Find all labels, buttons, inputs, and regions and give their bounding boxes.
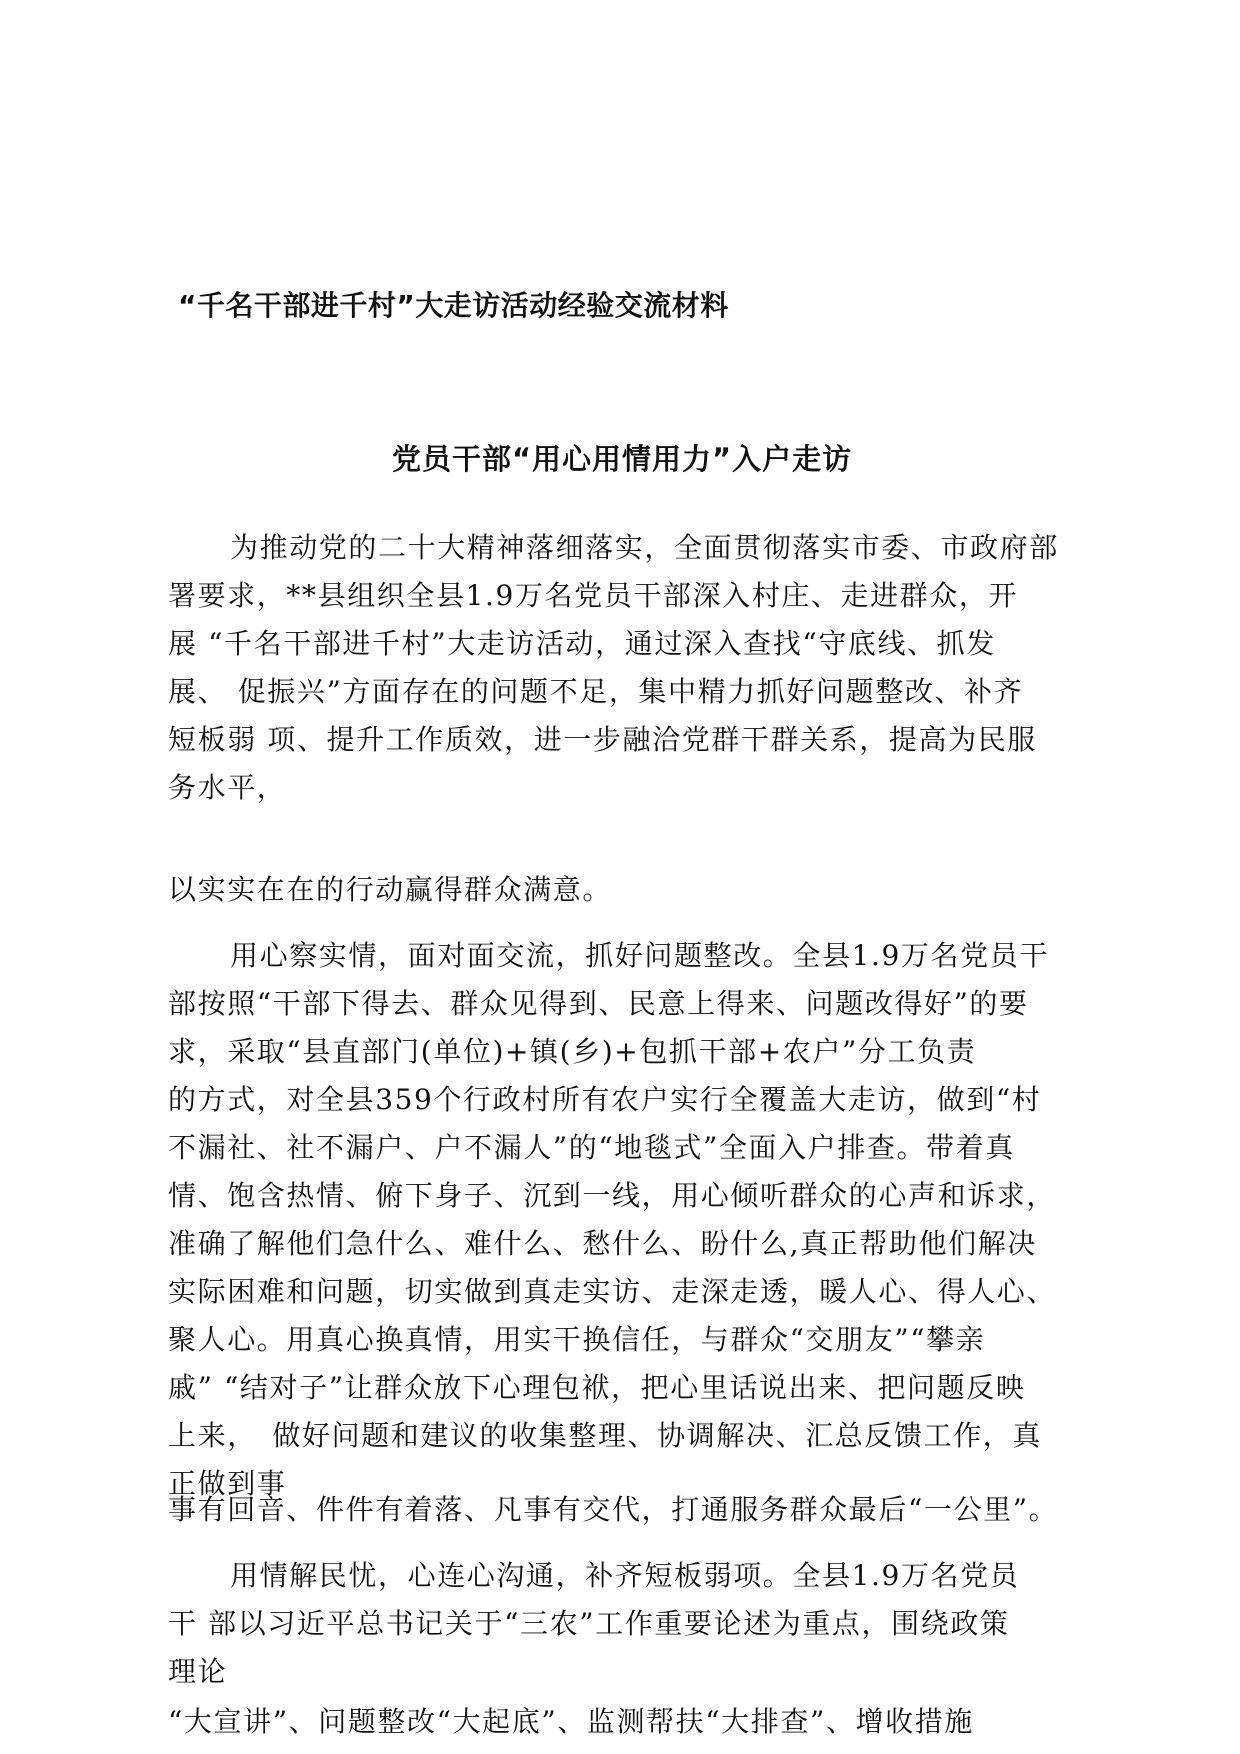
text-line: 务水平， bbox=[168, 771, 287, 804]
document-subtitle: 党员干部“用心用情用力”入户走访 bbox=[392, 442, 853, 476]
paragraph-first-point-continued bbox=[168, 1486, 1088, 1534]
text-line: 准确了解他们急什么、难什么、愁什么、盼什么,真正帮助他们解决 bbox=[168, 1227, 1037, 1260]
paragraph-second-point-continued bbox=[168, 1698, 1088, 1746]
text-line: 用心察实情，面对面交流，抓好问题整改。全县1.9万名党员干 bbox=[230, 939, 1049, 972]
text-line: 正做到事 bbox=[168, 1467, 287, 1500]
text-line: 的方式，对全县359个行政村所有农户实行全覆盖大走访，做到“村 bbox=[168, 1083, 1042, 1116]
text-line: 事有回音、件件有着落、凡事有交代，打通服务群众最后“一公里”。 bbox=[168, 1493, 1059, 1526]
paragraph-intro bbox=[168, 524, 1088, 812]
text-line: 为推动党的二十大精神落细落实，全面贯彻落实市委、市政府部 bbox=[230, 531, 1059, 564]
text-line: 部按照“干部下得去、群众见得到、民意上得来、问题改得好”的要 bbox=[168, 987, 1029, 1020]
document-title: “千名干部进千村”大走访活动经验交流材料 bbox=[178, 289, 729, 322]
text-line: 聚人心。用真心换真情，用实干换信任，与群众“交朋友”“攀亲 bbox=[168, 1323, 986, 1356]
text-line: 展、 促振兴”方面存在的问题不足，集中精力抓好问题整改、补齐 bbox=[168, 675, 1024, 708]
text-line: 用情解民忧，心连心沟通，补齐短板弱项。全县1.9万名党员 bbox=[230, 1559, 1020, 1592]
text-line: 求，采取“县直部门(单位)+镇(乡)+包抓干部+农户”分工负责 bbox=[168, 1035, 977, 1068]
text-line: 实际困难和问题，切实做到真走实访、走深走透，暖人心、得人心、 bbox=[168, 1275, 1057, 1308]
text-line: 干 部以习近平总书记关于“三农”工作重要论述为重点，围绕政策 bbox=[168, 1607, 1010, 1640]
text-line: 展 “千名干部进千村”大走访活动，通过深入查找“守底线、抓发 bbox=[168, 627, 996, 660]
paragraph-first-point bbox=[168, 932, 1088, 1508]
text-line: 戚” “结对子”让群众放下心理包袱，把心里话说出来、把问题反映 bbox=[168, 1371, 1026, 1404]
text-line: 上来， 做好问题和建议的收集整理、协调解决、汇总反馈工作，真 bbox=[168, 1419, 1043, 1452]
paragraph-second-point bbox=[168, 1552, 1088, 1696]
text-line: 情、饱含热情、俯下身子、沉到一线，用心倾听群众的心声和诉求， bbox=[168, 1179, 1057, 1212]
text-line: 短板弱 项、提升工作质效，进一步融洽党群干群关系，提高为民服 bbox=[168, 723, 1037, 756]
paragraph-intro-continued bbox=[168, 866, 1088, 914]
text-line: 以实实在在的行动赢得群众满意。 bbox=[168, 873, 613, 906]
text-line: 署要求，**县组织全县1.9万名党员干部深入村庄、走进群众，开 bbox=[168, 579, 1019, 612]
text-line: 不漏社、社不漏户、户不漏人”的“地毯式”全面入户排查。带着真 bbox=[168, 1131, 1015, 1164]
text-line: “大宣讲”、问题整改“大起底”、监测帮扶“大排查”、增收措施 bbox=[168, 1705, 974, 1738]
text-line: 理论 bbox=[168, 1655, 228, 1688]
